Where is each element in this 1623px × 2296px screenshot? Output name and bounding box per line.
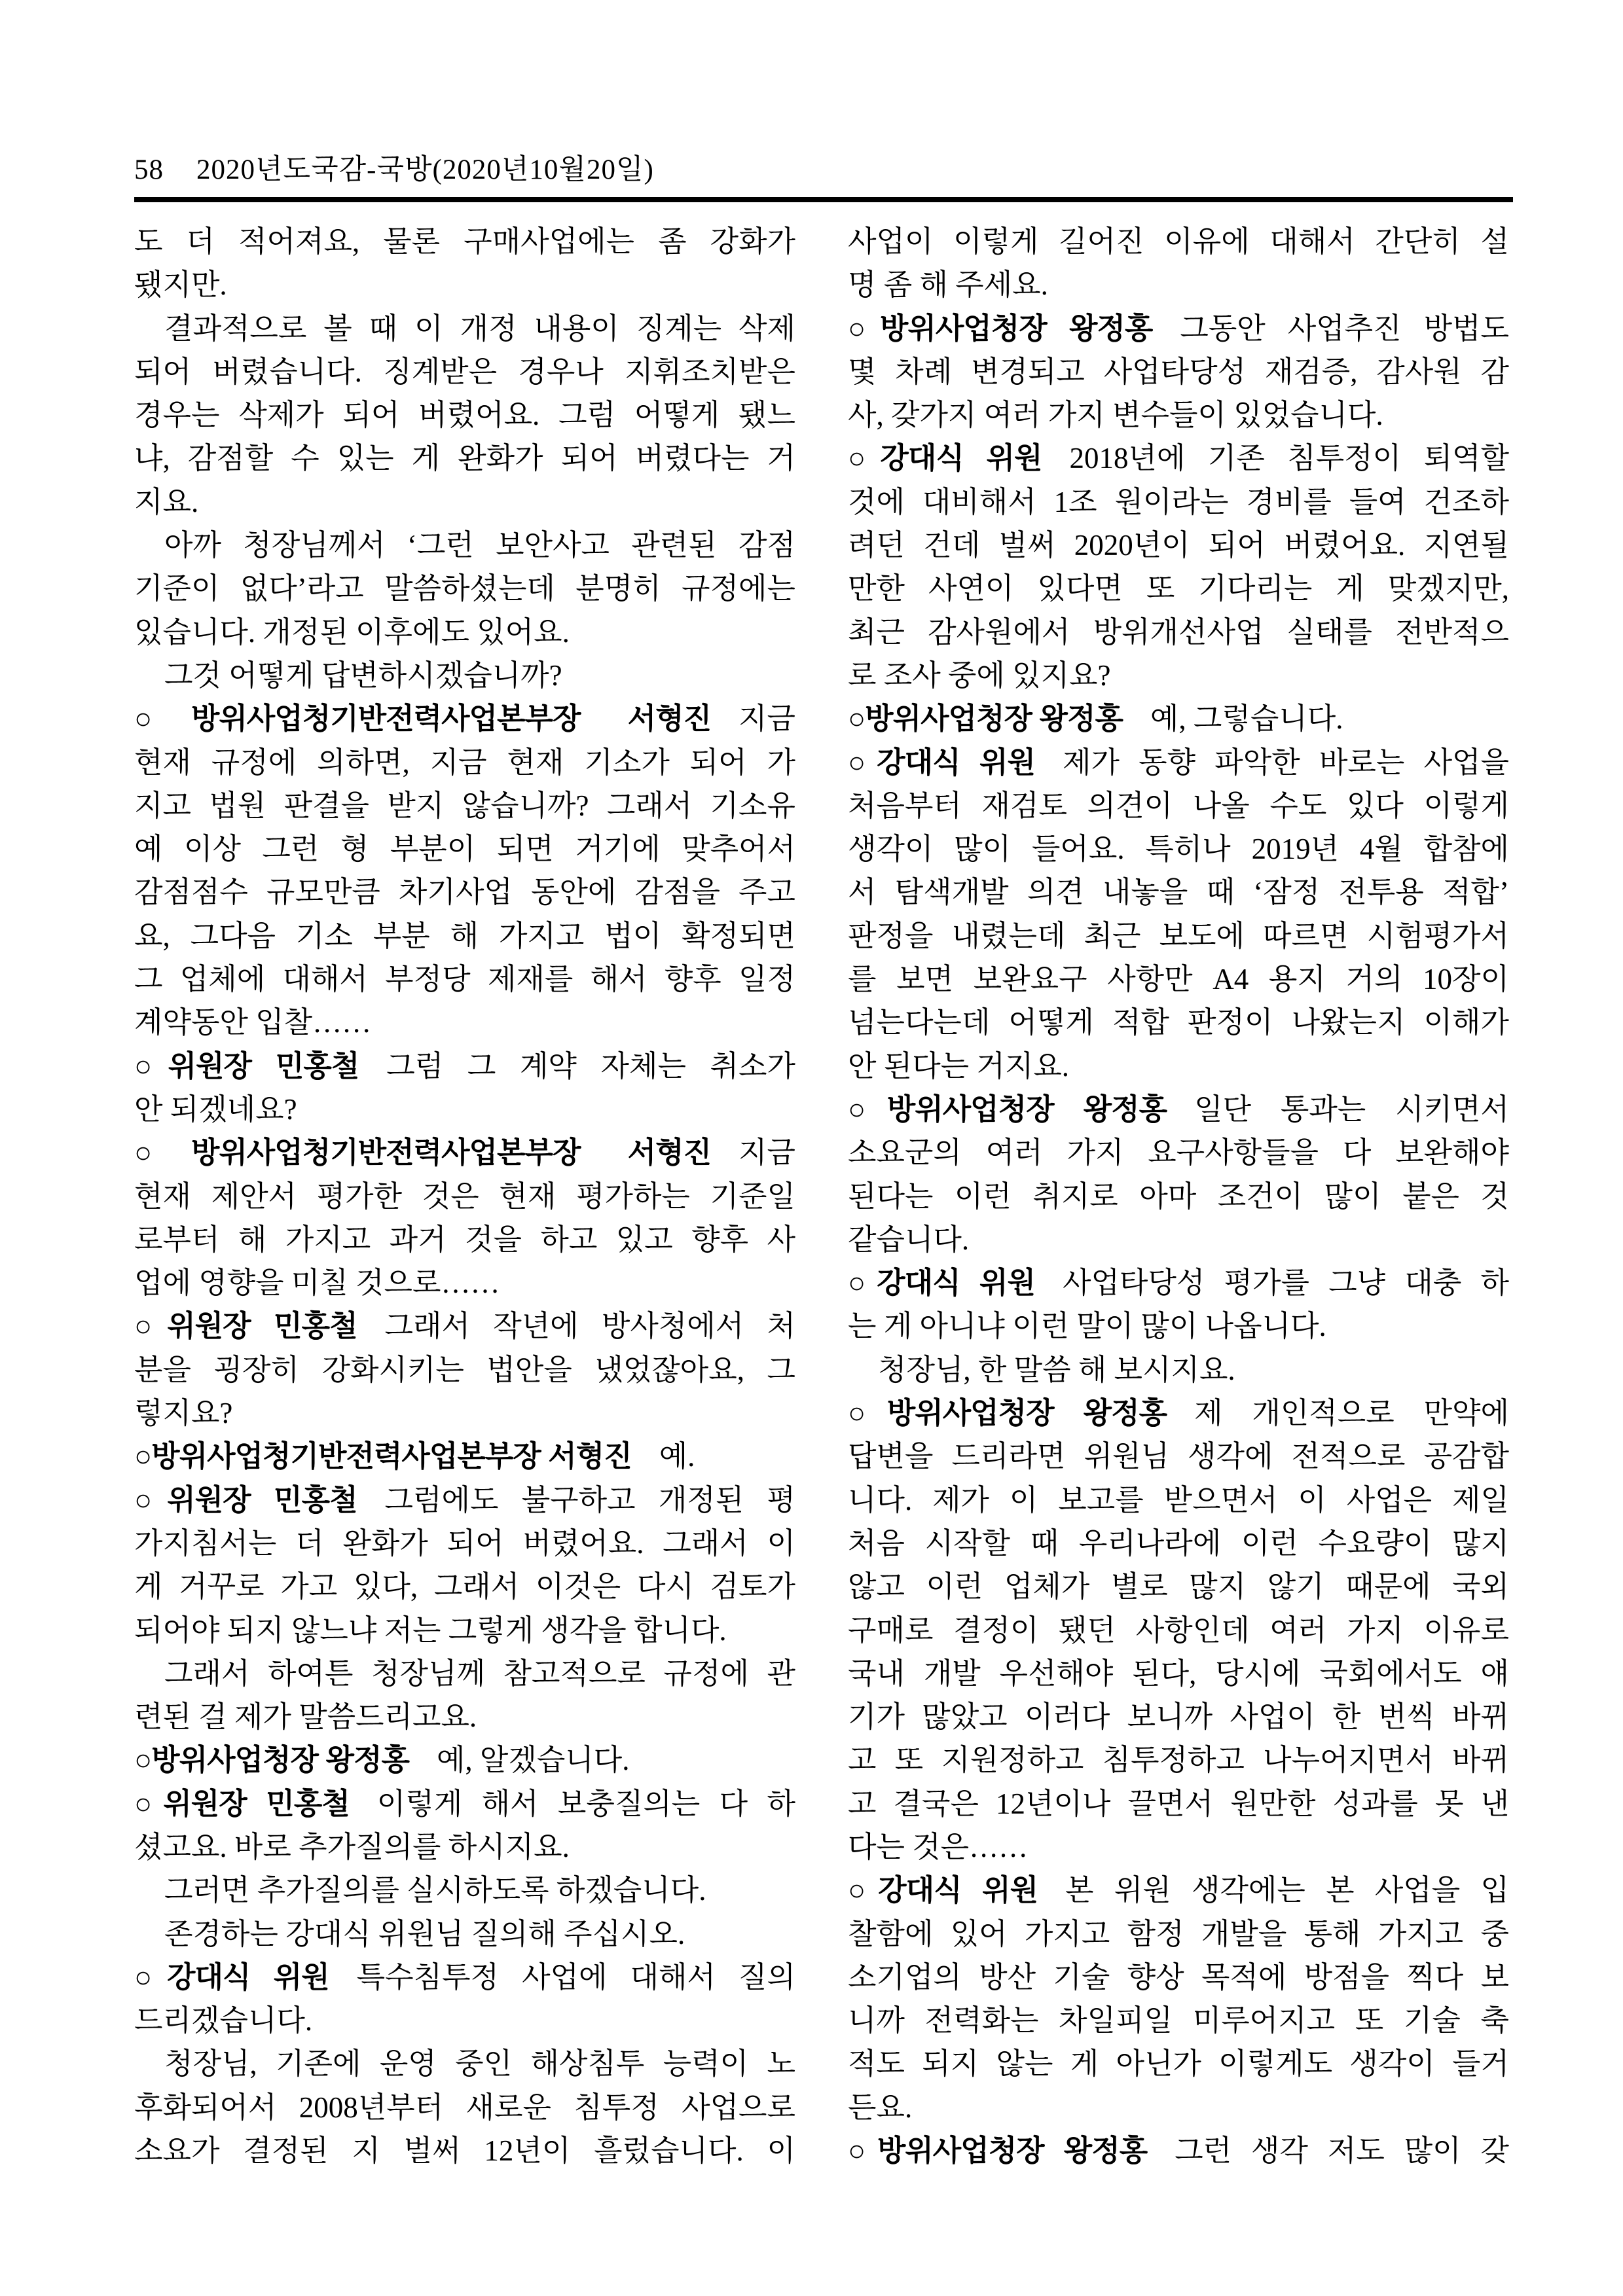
- line-text: 구매로 결정이 됐던 사항인데 여러 가지 이유로: [848, 1613, 1509, 1647]
- text-line: [848, 958, 1509, 1001]
- line-text: 그럼 그 계약 자체는 취소가: [386, 1049, 795, 1083]
- text-line: [848, 480, 1509, 524]
- speaker-name: ○방위사업청장 왕정홍: [848, 702, 1123, 736]
- page-header: [134, 147, 654, 187]
- text-line: [134, 480, 795, 524]
- line-text: 요, 그다음 기소 부분 해 가지고 법이 확정되면: [134, 919, 795, 952]
- line-text: 최근 감사원에서 방위개선사업 실태를 전반적으: [848, 615, 1509, 649]
- line-text: 기준이 없다’라고 말씀하셨는데 분명히 규정에는: [134, 572, 795, 605]
- line-text: 후화되어서 2008년부터 새로운 침투정 사업으로: [134, 2090, 795, 2124]
- speech-line: [848, 307, 1509, 350]
- line-text: 청장님, 기존에 운영 중인 해상침투 능력이 노: [164, 2047, 795, 2081]
- text-line: [134, 307, 795, 350]
- line-text: 그런 생각 저도 많이 갖: [1175, 2134, 1509, 2168]
- left-column: [134, 220, 795, 2172]
- text-line: [134, 1609, 795, 1652]
- line-text: 처음 시작할 때 우리나라에 이런 수요량이 많지: [848, 1526, 1509, 1560]
- speech-line: [134, 1131, 795, 1174]
- text-line: [134, 1088, 795, 1131]
- line-text: 든요.: [848, 2090, 913, 2124]
- line-text: 감점점수 규모만큼 차기사업 동안에 감점을 주고: [134, 876, 795, 909]
- line-text: 소요군의 여러 가지 요구사항들을 다 보완해야: [848, 1136, 1509, 1170]
- line-text: 지요.: [134, 485, 199, 518]
- text-line: [134, 1912, 795, 1956]
- text-line: [848, 870, 1509, 914]
- line-text: 로 조사 중에 있지요?: [848, 658, 1111, 692]
- line-text: 그동안 사업추진 방법도: [1180, 312, 1509, 345]
- text-line: [134, 1391, 795, 1435]
- line-text: 예, 그렇습니다.: [1150, 702, 1343, 736]
- speaker-name: ○방위사업청장 왕정홍: [848, 311, 1153, 345]
- text-line: [134, 2129, 795, 2172]
- line-text: 본 위원 생각에는 본 사업을 입: [1065, 1874, 1509, 1907]
- line-text: 처음부터 재검토 의견이 나올 수도 있다 이렇게: [848, 789, 1509, 822]
- text-line: [134, 524, 795, 567]
- speech-line: [848, 2129, 1509, 2172]
- line-text: 니다. 제가 이 보고를 받으면서 이 사업은 제일: [848, 1483, 1509, 1516]
- text-line: [848, 1738, 1509, 1782]
- text-line: [134, 914, 795, 958]
- line-text: 그래서 하여튼 청장님께 참고적으로 규정에 관: [164, 1657, 795, 1690]
- text-line: [134, 2042, 795, 2085]
- text-line: [134, 350, 795, 393]
- text-line: [848, 1479, 1509, 1522]
- line-text: 같습니다.: [848, 1223, 970, 1256]
- line-text: 예.: [659, 1440, 695, 1473]
- text-line: [848, 1175, 1509, 1218]
- text-line: [134, 958, 795, 1001]
- text-line: [134, 1652, 795, 1695]
- text-line: [134, 1825, 795, 1869]
- line-text: 몇 차례 변경되고 사업타당성 재검증, 감사원 감: [848, 355, 1509, 388]
- speech-line: [134, 1045, 795, 1088]
- text-line: [134, 827, 795, 870]
- text-line: [848, 1304, 1509, 1348]
- speaker-name: ○위원장 민홍철: [134, 1786, 350, 1820]
- line-text: 지금: [739, 702, 795, 736]
- speaker-name: ○강대식 위원: [848, 1873, 1038, 1907]
- speaker-name: ○위원장 민홍철: [134, 1049, 359, 1083]
- text-line: [134, 654, 795, 697]
- line-text: 소요가 결정된 지 벌써 12년이 흘렀습니다. 이: [134, 2134, 795, 2168]
- header-rule: [134, 197, 1513, 202]
- text-line: [134, 741, 795, 784]
- line-text: 생각이 많이 들어요. 특히나 2019년 4월 합참에: [848, 833, 1509, 866]
- text-line: [848, 1956, 1509, 1999]
- text-line: [134, 1999, 795, 2042]
- speaker-name: ○방위사업청기반전력사업본부장 서형진: [134, 702, 712, 736]
- line-text: 사, 갖가지 여러 가지 변수들이 있었습니다.: [848, 399, 1383, 432]
- line-text: 그것 어떻게 답변하시겠습니까?: [164, 658, 562, 692]
- text-line: [848, 914, 1509, 958]
- line-text: 게 거꾸로 가고 있다, 그래서 이것은 다시 검토가: [134, 1570, 795, 1604]
- speech-line: [848, 437, 1509, 480]
- text-line: [848, 1912, 1509, 1956]
- speaker-name: ○위원장 민홍철: [134, 1309, 357, 1343]
- speaker-name: ○강대식 위원: [134, 1960, 329, 1994]
- text-line: [848, 2086, 1509, 2129]
- line-text: 예 이상 그런 형 부분이 되면 거기에 맞추어서: [134, 833, 795, 866]
- speech-line: [134, 697, 795, 740]
- text-line: [134, 1261, 795, 1304]
- speaker-name: ○방위사업청장 왕정홍: [848, 2134, 1148, 2168]
- speech-line: [848, 1261, 1509, 1304]
- line-text: 소기업의 방산 기술 향상 목적에 방점을 찍다 보: [848, 1960, 1509, 1994]
- text-line: [848, 1782, 1509, 1825]
- speech-line: [848, 1869, 1509, 1912]
- text-line: [134, 870, 795, 914]
- line-text: 되어 버렸습니다. 징계받은 경우나 지휘조치받은: [134, 355, 795, 388]
- text-line: [134, 1565, 795, 1608]
- line-text: 이렇게 해서 보충질의는 다 하: [376, 1787, 795, 1820]
- text-line: [134, 611, 795, 654]
- text-line: [134, 220, 795, 263]
- speaker-name: ○방위사업청장 왕정홍: [134, 1743, 409, 1777]
- text-line: [134, 1695, 795, 1738]
- speech-line: [134, 1956, 795, 1999]
- document-title: 2020년도국감-국방(2020년10월20일): [196, 154, 654, 185]
- text-line: [848, 784, 1509, 827]
- line-text: 예, 알겠습니다.: [436, 1744, 630, 1777]
- line-text: 련된 걸 제가 말씀드리고요.: [134, 1700, 477, 1734]
- line-text: 현재 제안서 평가한 것은 현재 평가하는 기준일: [134, 1179, 795, 1213]
- line-text: 도 더 적어져요, 물론 구매사업에는 좀 강화가: [134, 225, 795, 258]
- text-line: [134, 1348, 795, 1391]
- text-line: [848, 1001, 1509, 1044]
- line-text: 2018년에 기존 침투정이 퇴역할: [1069, 442, 1509, 475]
- line-text: 업에 영향을 미칠 것으로……: [134, 1266, 500, 1300]
- line-text: 고 결국은 12년이나 끌면서 원만한 성과를 못 낸: [848, 1787, 1509, 1820]
- line-text: 판정을 내렸는데 최근 보도에 따르면 시험평가서: [848, 919, 1509, 952]
- text-line: [848, 1131, 1509, 1174]
- text-line: [848, 220, 1509, 263]
- line-text: 안 된다는 거지요.: [848, 1049, 1070, 1083]
- line-text: 명 좀 해 주세요.: [848, 268, 1048, 302]
- line-text: 가지침서는 더 완화가 되어 버렸어요. 그래서 이: [134, 1526, 795, 1560]
- line-text: 특수침투정 사업에 대해서 질의: [356, 1960, 795, 1994]
- line-text: 일단 통과는 시키면서: [1194, 1092, 1509, 1126]
- speaker-name: ○방위사업청장 왕정홍: [848, 1396, 1167, 1430]
- text-line: [848, 611, 1509, 654]
- speech-line: [848, 1088, 1509, 1131]
- text-line: [848, 567, 1509, 610]
- text-line: [848, 1825, 1509, 1869]
- text-line: [134, 437, 795, 480]
- line-text: 려던 건데 벌써 2020년이 되어 버렸어요. 지연될: [848, 529, 1509, 562]
- line-text: 제가 동향 파악한 바로는 사업을: [1062, 745, 1509, 779]
- line-text: 니까 전력화는 차일피일 미루어지고 또 기술 축: [848, 2004, 1509, 2037]
- text-line: [848, 350, 1509, 393]
- line-text: 된다는 이런 취지로 아마 조건이 많이 붙은 것: [848, 1179, 1509, 1213]
- speech-line: [134, 1479, 795, 1522]
- text-line: [134, 2086, 795, 2129]
- line-text: 사업타당성 평가를 그냥 대충 하: [1062, 1266, 1509, 1300]
- line-text: 넘는다는데 어떻게 적합 판정이 나왔는지 이해가: [848, 1006, 1509, 1039]
- page-number: 58: [134, 154, 164, 185]
- line-text: 답변을 드리라면 위원님 생각에 전적으로 공감합: [848, 1440, 1509, 1473]
- text-columns: [134, 220, 1509, 2172]
- text-line: [848, 1999, 1509, 2042]
- text-line: [848, 1348, 1509, 1391]
- line-text: 존경하는 강대식 위원님 질의해 주십시오.: [164, 1917, 685, 1950]
- line-text: 그러면 추가질의를 실시하도록 하겠습니다.: [164, 1874, 706, 1907]
- line-text: 그 업체에 대해서 부정당 제재를 해서 향후 일정: [134, 963, 795, 996]
- text-line: [134, 567, 795, 610]
- text-line: [848, 1695, 1509, 1738]
- line-text: 결과적으로 볼 때 이 개정 내용이 징계는 삭제: [164, 312, 795, 345]
- line-text: 사업이 이렇게 길어진 이유에 대해서 간단히 설: [848, 225, 1509, 258]
- speech-line: [848, 697, 1509, 740]
- line-text: 로부터 해 가지고 과거 것을 하고 있고 향후 사: [134, 1223, 795, 1256]
- speaker-name: ○강대식 위원: [848, 745, 1035, 779]
- line-text: 렇지요?: [134, 1397, 233, 1430]
- text-line: [134, 1001, 795, 1044]
- line-text: 지금: [739, 1136, 795, 1170]
- line-text: 냐, 감점할 수 있는 게 완화가 되어 버렸다는 거: [134, 442, 795, 475]
- line-text: 계약동안 입찰……: [134, 1006, 372, 1039]
- speaker-name: ○방위사업청장 왕정홍: [848, 1092, 1167, 1126]
- speech-line: [134, 1435, 795, 1478]
- line-text: 만한 사연이 있다면 또 기다리는 게 맞겠지만,: [848, 572, 1509, 605]
- speaker-name: ○강대식 위원: [848, 441, 1042, 475]
- line-text: 그럼에도 불구하고 개정된 평: [384, 1483, 795, 1516]
- text-line: [848, 1218, 1509, 1261]
- speaker-name: ○방위사업청기반전력사업본부장 서형진: [134, 1136, 712, 1170]
- text-line: [848, 1522, 1509, 1565]
- line-text: 는 게 아니냐 이런 말이 많이 나옵니다.: [848, 1310, 1326, 1343]
- speech-line: [134, 1782, 795, 1825]
- line-text: 를 보면 보완요구 사항만 A4 용지 거의 10장이: [848, 963, 1509, 996]
- line-text: 되어야 되지 않느냐 저는 그렇게 생각을 합니다.: [134, 1613, 727, 1647]
- text-line: [134, 1522, 795, 1565]
- line-text: 국내 개발 우선해야 된다, 당시에 국회에서도 얘: [848, 1657, 1509, 1690]
- speech-line: [134, 1738, 795, 1782]
- text-line: [848, 263, 1509, 306]
- text-line: [848, 2042, 1509, 2085]
- text-line: [134, 1175, 795, 1218]
- line-text: 분을 굉장히 강화시키는 법안을 냈었잖아요, 그: [134, 1353, 795, 1386]
- line-text: 청장님, 한 말씀 해 보시지요.: [878, 1353, 1235, 1386]
- line-text: 됐지만.: [134, 268, 227, 302]
- speech-line: [134, 1304, 795, 1348]
- text-line: [848, 1435, 1509, 1478]
- line-text: 고 또 지원정하고 침투정하고 나누어지면서 바뀌: [848, 1744, 1509, 1777]
- line-text: 다는 것은……: [848, 1830, 1029, 1863]
- text-line: [134, 1869, 795, 1912]
- line-text: 않고 이런 업체가 별로 많지 않기 때문에 국외: [848, 1570, 1509, 1604]
- text-line: [848, 1565, 1509, 1608]
- line-text: 제 개인적으로 만약에: [1194, 1397, 1509, 1430]
- text-line: [848, 1652, 1509, 1695]
- line-text: 지고 법원 판결을 받지 않습니까? 그래서 기소유: [134, 789, 795, 822]
- text-line: [134, 1218, 795, 1261]
- line-text: 적도 되지 않는 게 아닌가 이렇게도 생각이 들거: [848, 2047, 1509, 2081]
- text-line: [848, 654, 1509, 697]
- line-text: 서 탐색개발 의견 내놓을 때 ‘잠정 전투용 적합’: [848, 876, 1509, 909]
- speaker-name: ○방위사업청기반전력사업본부장 서형진: [134, 1439, 632, 1473]
- speech-line: [848, 741, 1509, 784]
- line-text: 기가 많았고 이러다 보니까 사업이 한 번씩 바뀌: [848, 1700, 1509, 1734]
- line-text: 경우는 삭제가 되어 버렸어요. 그럼 어떻게 됐느: [134, 399, 795, 432]
- line-text: 셨고요. 바로 추가질의를 하시지요.: [134, 1830, 570, 1863]
- text-line: [848, 393, 1509, 437]
- speech-line: [848, 1391, 1509, 1435]
- right-column: [848, 220, 1509, 2172]
- line-text: 것에 대비해서 1조 원이라는 경비를 들여 건조하: [848, 485, 1509, 518]
- speaker-name: ○강대식 위원: [848, 1266, 1035, 1300]
- line-text: 드리겠습니다.: [134, 2004, 313, 2037]
- text-line: [134, 263, 795, 306]
- line-text: 현재 규정에 의하면, 지금 현재 기소가 되어 가: [134, 745, 795, 779]
- text-line: [848, 1609, 1509, 1652]
- line-text: 아까 청장님께서 ‘그런 보안사고 관련된 감점: [164, 529, 795, 562]
- text-line: [848, 827, 1509, 870]
- text-line: [848, 524, 1509, 567]
- speaker-name: ○위원장 민홍철: [134, 1482, 357, 1516]
- text-line: [134, 393, 795, 437]
- text-line: [848, 1045, 1509, 1088]
- line-text: 그래서 작년에 방사청에서 처: [384, 1310, 795, 1343]
- text-line: [134, 784, 795, 827]
- line-text: 있습니다. 개정된 이후에도 있어요.: [134, 615, 570, 649]
- line-text: 안 되겠네요?: [134, 1092, 297, 1126]
- line-text: 찰함에 있어 가지고 함정 개발을 통해 가지고 중: [848, 1917, 1509, 1950]
